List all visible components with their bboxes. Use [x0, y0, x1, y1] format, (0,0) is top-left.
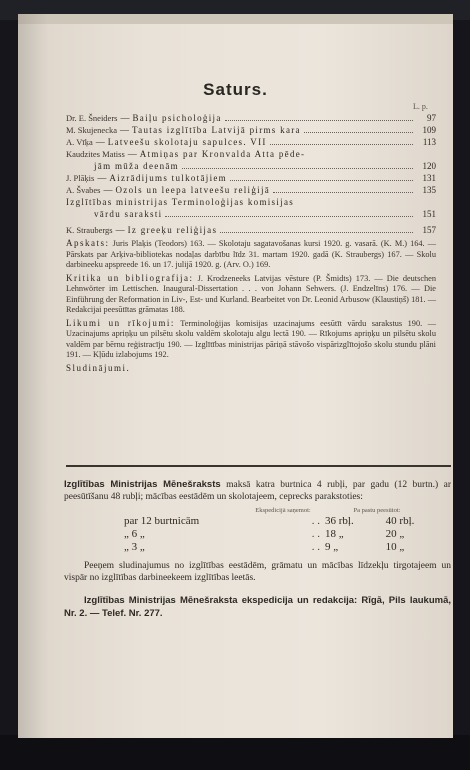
document-page — [18, 14, 453, 738]
price-mail: 40 rbļ. — [385, 515, 415, 527]
toc-author: K. Straubergs — [66, 225, 113, 235]
toc-title-line2: jām mūža deenām — [94, 161, 179, 171]
col-header-mail: Pa pastu peesūtot: — [353, 507, 401, 514]
toc-title-line2: vārdu saraksti — [94, 209, 163, 219]
price-pickup: 18 „ — [325, 528, 344, 540]
toc-author: J. Plāķis — [66, 173, 95, 183]
toc-page: 131 — [422, 173, 436, 183]
toc-page: 97 — [427, 113, 436, 123]
section-divider — [66, 465, 451, 467]
subscription-intro: maksā katra burtnica 4 rubļi, par gadu (12 burtn.) ar peesūtīšanu 48 rubļi; mācības eestādēm un skolotajeem, ceprecks parakstoties: — [64, 480, 451, 502]
price-table — [64, 507, 451, 554]
table-row: „ 3 „ . . 9 „ 10 „ — [64, 541, 451, 554]
row-label: „ 6 „ — [124, 528, 145, 540]
scan-background-bottom — [0, 735, 470, 770]
page-column-label: L. p. — [413, 102, 428, 111]
table-row: „ 6 „ . . 18 „ 20 „ — [64, 528, 451, 541]
toc-title-line1: Atmiņas par Kronvalda Atta pēde- — [139, 149, 306, 159]
price-table-header — [64, 507, 451, 515]
toc-entry: J. Plāķis — Aizrādijums tulkotājiem 131 — [66, 173, 436, 183]
toc-author: A. Vīķa — [66, 137, 93, 147]
section-heading: Kritika un bibliografija: — [66, 272, 194, 283]
price-pickup: 9 „ — [325, 541, 339, 553]
section-kritika — [66, 273, 436, 316]
row-label: „ 3 „ — [124, 541, 145, 553]
page-title: Saturs. — [203, 80, 268, 99]
toc-entry: M. Skujenecka — Tautas izglītība Latvijā pirms kara 109 — [66, 125, 436, 135]
section-text: Terminoloģijas komisijas uzacinajums eesūtīt vārdu sarakstus 190. — Uzacinajums apriņķu un pilsētu skolu valdēm skolotaju algu lectā 190. — Rīkojums apriņķu un pilsētu skolu valdēm par bērnu reģistracīju 190. — Izglītības ministrijas pāriņā stāvošo vispārizglītojošo skolu stundu plāni 191. — Kļūdu izlabojums 192. — [66, 318, 436, 359]
toc-entry: A. Vīķa — Latveešu skolotaju sapulces. VII 113 — [66, 137, 436, 147]
toc-title: Baiļu psicholoģija — [132, 113, 222, 123]
toc-title: Latveešu skolotaju sapulces. VII — [107, 137, 267, 147]
toc-page: 151 — [422, 209, 436, 219]
contact-footer — [64, 594, 451, 620]
section-text: J. Krodzeneeks Latvijas vēsture (P. Šmidts) 173. — Die deutschen Lehnwörter im Lettischen. Inaugural-Dissertation . . . von Johann Sehwers. (J. Endzelīns) 176. — Die Einführung der Reformation in Liv-, Est- und Kurland. Bearbeitet von Dr. Leonid Arbusow (Klaustiņš) 181. — Redakcijai peesūtītas grāmatas 188. — [66, 273, 436, 314]
toc-author: Dr. E. Šneiders — [66, 113, 118, 123]
subscription-info — [64, 479, 451, 620]
subscription-intro-paragraph — [64, 479, 451, 503]
toc-author: A. Švabes — [66, 185, 101, 195]
section-text: Juris Plaķis (Teodors) 163. — Skolotaju sagatavošanas kursi 1920. g. vasarā. (K. M.) 164. — Pārskats par Arķiva-bibliotekas nodaļas darbību līdz 31. martam 1920. gadā (K. Straubergs) 167. — Skolu darbineeku apspreede 16. un 17. julijā 1920. g. (Arv. O.) 169. — [66, 239, 437, 269]
toc-entry — [66, 196, 436, 208]
toc-entry-continuation — [66, 208, 436, 220]
toc-title: Tautas izglītība Latvijā pirms kara — [132, 125, 301, 135]
toc-author: M. Skujenecka — [66, 125, 117, 135]
footer-address: ekspedicija un redakcija: Rīgā, Pils laukumā, Nr. 2. — Telef. Nr. 277. — [64, 595, 451, 619]
section-apskats — [66, 238, 436, 271]
toc-author: Kaudzites Matiss — [66, 149, 125, 159]
price-mail: 20 „ — [385, 528, 405, 540]
toc-title: Ozols un leepa latveešu reliģijā — [115, 185, 271, 195]
toc-page: 157 — [422, 225, 436, 235]
toc-entry: A. Švabes — Ozols un leepa latveešu reliģijā 135 — [66, 185, 436, 195]
toc-entry-continuation — [66, 160, 436, 172]
toc-page: 120 — [422, 161, 436, 171]
toc-title: Iz greeķu reliģijas — [127, 225, 218, 235]
section-heading: Apskats: — [66, 238, 110, 248]
toc-page: 113 — [422, 137, 436, 147]
section-likumi — [66, 318, 436, 361]
toc-page: 109 — [422, 125, 436, 135]
toc-title-line1: Izglītības ministrijas Terminoloģijas komisijas — [66, 197, 295, 207]
section-sludinajumi — [66, 363, 436, 375]
toc-entry: Kaudzites Matiss — Atmiņas par Kronvalda Atta pēde- — [66, 149, 306, 159]
table-of-contents — [66, 112, 436, 374]
toc-page: 135 — [422, 185, 436, 195]
journal-name: Izglītības Ministrijas Mēnešraksts — [64, 479, 221, 490]
page-fold — [18, 14, 453, 24]
price-mail: 10 „ — [385, 541, 405, 553]
col-header-pickup: Ekspedicijā saņemot: — [255, 507, 311, 514]
section-heading: Likumi un rīkojumi: — [66, 317, 175, 328]
toc-title: Aizrādijums tulkotājiem — [109, 173, 227, 183]
toc-entry: Dr. E. Šneiders — Baiļu psicholoģija 97 — [66, 113, 436, 123]
row-label: par 12 burtnicām — [124, 515, 200, 527]
footer-journal-name: Izglītības Ministrijas Mēnešraksta — [84, 595, 238, 606]
advertising-note: Peeņem sludinajumus no izglītības eestādēm, grāmatu un mācības līdzekļu tirgotajeem un vispār no izglītības darbineekeem izglītības leetās. — [64, 561, 451, 583]
section-heading: Sludinājumi. — [66, 362, 131, 373]
price-pickup: 36 rbļ. — [325, 515, 354, 527]
page-shadow — [18, 14, 48, 738]
table-row: par 12 burtnicām . . 36 rbļ. 40 rbļ. — [64, 515, 451, 528]
toc-entry: K. Straubergs — Iz greeķu reliģijas 157 — [66, 225, 436, 235]
